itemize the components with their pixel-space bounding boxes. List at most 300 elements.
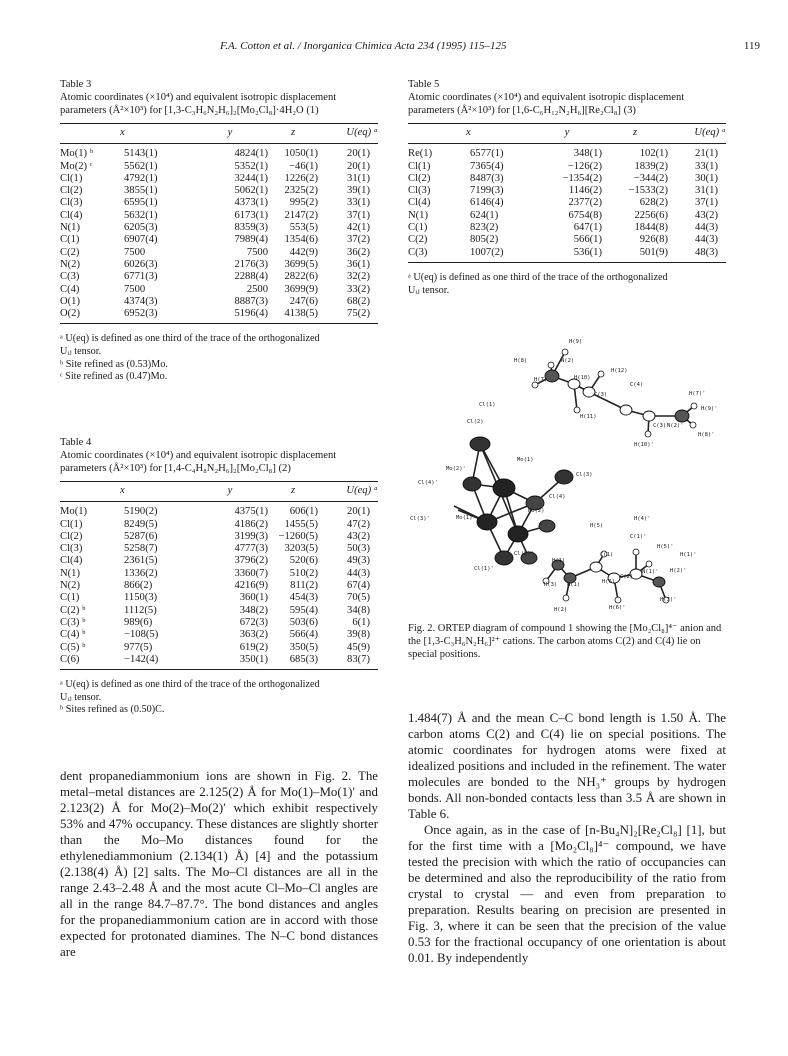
table-row [60,173,378,185]
label-h9: H(9) [569,339,583,345]
value-cell: 7989(4) [234,234,268,246]
value-cell: −1260(5) [278,530,318,542]
value-cell: 6907(4) [124,234,158,246]
atom-label-cell: C(3) [60,271,80,283]
column-header: y [192,124,268,144]
value-cell: 1844(8) [634,222,668,234]
value-cell: 8887(3) [234,295,268,307]
table-footnote: ᵇ Sites refined as (0.50)C. [60,704,165,716]
value-cell: 5287(6) [124,530,158,542]
left-paragraph: dent propanediammonium ions are shown in Fig. 2. The metal–metal distances are 2.125(2) Å for Mo(1)–Mo(1)′ and 2.123(2) Å for Mo(2)–Mo(2)′ which exhibit respectively 53% and 47% occupancy. These distances are slightly shorter than the Mo–Mo distances found for the ethylenediammonium (2.134(1) Å) [4] and the potassium (2.138(4) Å) [2] salts. The Mo–Cl distances are all in the range 2.43–2.48 Å and the most acute Cl–Mo–Cl angles are all in the range 84.7–87.7°. The bond distances and angles for the propanediammonium cation are in accord with those expected for protonated diamines. The N–C bond distances are [60,769,378,959]
value-cell: 36(1) [347,258,370,270]
label-h5: H(5) [590,523,604,529]
table-row [408,222,726,234]
value-cell: 68(2) [347,295,370,307]
value-cell: 102(1) [639,148,668,160]
table-row [60,185,378,197]
value-cell: 20(1) [347,506,370,518]
value-cell: 75(2) [318,308,378,324]
value-cell: 6771(3) [124,271,158,283]
atom-label-cell: N(1) [60,567,81,579]
label-c2: C(2) [620,574,634,580]
value-cell: 4216(9) [234,580,268,592]
value-cell: 6577(1) [470,148,504,160]
value-cell: 628(2) [639,197,668,209]
value-cell: 348(1) [573,148,602,160]
value-cell: 6205(3) [124,222,158,234]
value-cell: 866(2) [124,580,153,592]
value-cell: 6952(3) [120,308,192,324]
label-h9p: H(9)' [701,406,718,412]
atom-label-cell: N(1) [408,209,429,221]
table-row [60,531,378,543]
value-cell: 350(5) [289,641,318,653]
value-cell: 1007(2) [466,247,532,263]
value-cell: 5190(2) [124,506,158,518]
value-cell: 8359(3) [234,222,268,234]
table-4-caption-text: Atomic coordinates (×10⁴) and equivalent isotropic displacement parameters (Å²×10³) for [1,4-C₄H₈N₂H₆]₂[Mo₂Cl₈] (2) [60,450,337,474]
value-cell: 4375(1) [234,506,268,518]
label-h7: H(7) [534,377,548,383]
value-cell: 21(1) [695,148,718,160]
value-cell: −142(4) [120,654,192,670]
value-cell: 37(1) [695,197,718,209]
atom-label-cell: N(1) [60,222,81,234]
table-5-title: Table 5 [408,79,440,90]
value-cell: 83(7) [318,654,378,670]
value-cell: −126(2) [567,160,602,172]
atom-label-cell: C(3) ᵇ [60,616,86,628]
value-cell: 2256(6) [634,209,668,221]
label-cl4p: Cl(4)' [418,480,438,486]
value-cell: 350(1) [192,654,268,670]
label-h1p: H(1)' [680,552,697,558]
value-cell: 44(3) [347,567,370,579]
value-cell: 501(9) [602,247,668,263]
table-row [60,284,378,296]
value-cell: 8249(5) [124,518,158,530]
table-footnote: Uᵢⱼ tensor. [60,346,102,358]
column-header: y [532,124,602,144]
value-cell: 6(1) [352,616,370,628]
column-header: z [602,124,668,144]
value-cell: 4186(2) [234,518,268,530]
value-cell: 43(2) [695,209,718,221]
value-cell: 3699(5) [284,258,318,270]
value-cell: 44(3) [695,234,718,246]
value-cell: 5632(1) [124,209,158,221]
label-h1: H(1) [552,558,566,564]
value-cell: 39(8) [347,629,370,641]
table-3-caption [60,78,378,117]
value-cell: 7500 [124,246,146,258]
value-cell: 1455(5) [284,518,318,530]
value-cell: 7500 [124,283,146,295]
table-3-header-row [60,124,378,144]
atom-label-cell: Mo(2) ᶜ [60,160,93,172]
value-cell: 989(6) [124,616,153,628]
table-row [60,642,378,654]
table-footnote: ᵃ U(eq) is defined as one third of the trace of the orthogonalized [408,271,668,283]
value-cell: 1146(2) [568,185,602,197]
value-cell: 2500 [246,283,268,295]
value-cell: 6173(1) [234,209,268,221]
right-column-text [408,710,726,966]
atom-label-cell: Cl(2) [60,185,83,197]
label-c4: C(4) [630,382,644,388]
value-cell: 566(4) [289,629,318,641]
value-cell: 536(1) [532,247,602,263]
table-row [408,144,726,161]
label-c3p: C(3)' [653,423,670,429]
table-row [408,185,726,197]
value-cell: 2325(2) [284,185,318,197]
atom-label-cell: Cl(1) [60,172,83,184]
value-cell: 39(1) [347,185,370,197]
atom-label-cell: C(1) [60,234,80,246]
value-cell: 977(5) [124,641,153,653]
table-row [60,502,378,519]
table-4 [60,436,378,717]
atom-label-cell: C(1) [408,222,428,234]
table-row [60,543,378,555]
table-row [60,210,378,222]
atom-label-cell: O(1) [60,295,81,307]
atom-label-cell: C(2) [408,234,428,246]
label-cl3p: Cl(3)' [410,516,430,522]
value-cell: 5258(7) [124,543,158,555]
value-cell: 33(1) [695,160,718,172]
column-header: x [466,124,532,144]
label-h8p: H(8)' [698,432,715,438]
value-cell: 647(1) [573,222,602,234]
table-row [60,271,378,283]
value-cell: 6595(1) [124,197,158,209]
value-cell: 7365(4) [470,160,504,172]
value-cell: 44(3) [695,222,718,234]
value-cell: 2822(6) [284,271,318,283]
value-cell: 3199(3) [234,530,268,542]
label-h7p: H(7)' [689,391,706,397]
value-cell: 20(1) [347,148,370,160]
table-row [60,592,378,604]
value-cell: 2288(4) [234,271,268,283]
column-header: U(eq) ᵃ [668,124,726,144]
value-cell: 606(1) [289,506,318,518]
value-cell: 2147(2) [284,209,318,221]
label-h10: H(10) [574,375,591,381]
atom-label-cell: C(2) ᵇ [60,604,86,616]
label-h2p: H(2)' [670,568,687,574]
value-cell: 6754(8) [568,209,602,221]
atom-label-cell: Cl(3) [60,197,83,209]
table-row [408,197,726,209]
value-cell: 5352(1) [234,160,268,172]
atom-label-cell: C(4) [60,283,80,295]
value-cell: 805(2) [470,234,499,246]
value-cell: 5562(1) [124,160,158,172]
table-row [60,247,378,259]
value-cell: 672(3) [239,616,268,628]
value-cell: 685(3) [268,654,318,670]
table-4-header-row [60,482,378,502]
value-cell: 520(6) [289,555,318,567]
column-header: z [268,482,318,502]
label-c3: C(3) [594,392,608,398]
column-header [60,124,120,144]
right-paragraph-1: 1.484(7) Å and the mean C–C bond length is 1.50 Å. The carbon atoms C(2) and C(4) lie on special positions. The atomic coordinates for hydrogen atoms were fixed at idealized positions and included in the refinement. The water molecules are bonded to the NH₃⁺ groups by hydrogen bonds. All non-bonded contacts less than 3.5 Å are shown in Table 6. [408,711,726,821]
value-cell: 8487(3) [470,172,504,184]
page-number: 119 [743,40,760,52]
value-cell: 4777(3) [234,543,268,555]
value-cell: 1050(1) [284,148,318,160]
table-row [60,580,378,592]
table-row [408,210,726,222]
table-row [60,296,378,308]
value-cell: 442(9) [289,246,318,258]
ortep-figure [404,330,732,622]
value-cell: 454(3) [289,592,318,604]
value-cell: 3360(7) [234,567,268,579]
label-mo2: Mo(2) [528,508,545,514]
value-cell: 1354(6) [284,234,318,246]
label-n2p: N(2)' [667,423,684,429]
column-header: y [192,482,268,502]
left-column-text [60,768,378,960]
label-h5p: H(5)' [657,544,674,550]
label-h6p: H(6)' [609,605,626,611]
value-cell: 2361(5) [124,555,158,567]
value-cell: 1336(2) [124,567,158,579]
label-cl2: Cl(2) [467,419,484,425]
table-row [60,222,378,234]
label-h4p: H(4)' [634,516,651,522]
label-n1p: N(1)' [642,569,659,575]
table-row [408,161,726,173]
value-cell: 4792(1) [124,172,158,184]
value-cell: 32(2) [347,271,370,283]
label-cl4: Cl(4) [549,494,566,500]
table-footnote: ᵇ Site refined as (0.53)Mo. [60,358,168,370]
table-5-header-row [408,124,726,144]
column-header: z [268,124,318,144]
value-cell: 36(2) [347,246,370,258]
value-cell: 1150(3) [124,592,158,604]
table-3 [60,78,378,384]
table-footnote: ᵃ U(eq) is defined as one third of the trace of the orthogonalized [60,679,320,691]
figure-2-caption: Fig. 2. ORTEP diagram of compound 1 showing the [Mo₂Cl₈]⁴⁻ anion and the [1,3-C₃H₆N₂H₆]²⁺ cations. The carbon atoms C(2) and C(4) lie on special positions. [408,623,722,660]
table-footnote: ᶜ Site refined as (0.47)Mo. [60,371,168,383]
table-5-caption-text: Atomic coordinates (×10⁴) and equivalent isotropic displacement parameters (Å²×10³) for [1,6-C₆H₁₂N₂H₆][Re₂Cl₈] (3) [408,92,685,116]
table-row [60,617,378,629]
value-cell: 31(1) [347,172,370,184]
value-cell: 67(4) [347,580,370,592]
atom-label-cell: Mo(1) ᵇ [60,148,93,160]
value-cell: 619(2) [239,641,268,653]
value-cell: 34(8) [347,604,370,616]
value-cell: 33(2) [347,283,370,295]
table-row [60,555,378,567]
value-cell: 7500 [246,246,268,258]
label-h11: H(11) [580,414,597,420]
value-cell: 6026(3) [124,258,158,270]
atom-label-cell: C(3) [408,247,466,263]
table-5 [408,78,726,297]
value-cell: 42(1) [347,222,370,234]
atom-label-cell: C(6) [60,654,120,670]
value-cell: 47(2) [347,518,370,530]
table-4-grid [60,481,378,670]
table-5-caption [408,78,726,117]
value-cell: 4374(3) [124,295,158,307]
atom-label-cell: C(1) [60,592,80,604]
value-cell: 7199(3) [470,185,504,197]
table-row [60,629,378,641]
atom-label-cell: Re(1) [408,148,433,160]
value-cell: 30(1) [695,172,718,184]
value-cell: −46(1) [289,160,318,172]
value-cell: −1533(2) [628,185,668,197]
table-row [60,161,378,173]
value-cell: 3699(9) [284,283,318,295]
table-3-grid [60,123,378,324]
value-cell: 360(1) [239,592,268,604]
label-n2: N(2) [561,358,575,364]
atom-label-cell: Cl(3) [60,543,83,555]
label-mo1: Mo(1) [517,457,534,463]
table-row [60,197,378,209]
value-cell: 45(9) [347,641,370,653]
table-row [408,173,726,185]
value-cell: 926(8) [639,234,668,246]
value-cell: 624(1) [470,209,499,221]
value-cell: 553(5) [289,222,318,234]
label-h2: H(2) [554,607,568,613]
value-cell: 4138(5) [268,308,318,324]
value-cell: 566(1) [573,234,602,246]
label-cl3: Cl(3) [576,472,593,478]
atom-label-cell: Cl(4) [60,209,83,221]
value-cell: 3796(2) [234,555,268,567]
value-cell: 49(3) [347,555,370,567]
value-cell: 3244(1) [234,172,268,184]
value-cell: 363(2) [239,629,268,641]
value-cell: 823(2) [470,222,499,234]
value-cell: 6146(4) [470,197,504,209]
table-3-footnotes [60,333,378,383]
label-h12: H(12) [611,368,628,374]
atom-label-cell: O(2) [60,308,120,324]
right-paragraph-2: Once again, as in the case of [n-Bu₄N]₂[Re₂Cl₈] [1], but for the first time with a [Mo₂Cl₈]⁴⁻ compound, we have tested the precision with which the ratio of occupancies can be determined and also the reproducibility of the ratio from crystal to crystal — and even from preparation to preparation. Results bearing on precision are presented in Fig. 3, where it can be seen that the precision of the value 0.53 for the fractional occupancy of one orientation is about 0.01. By independently [408,823,726,965]
value-cell: 247(6) [289,295,318,307]
value-cell: 31(1) [695,185,718,197]
value-cell: 3203(5) [284,543,318,555]
table-row [60,605,378,617]
atom-label-cell: Cl(3) [408,185,431,197]
table-row [60,519,378,531]
label-cl1: Cl(1) [479,402,496,408]
column-header: U(eq) ᵃ [318,482,378,502]
atom-label-cell: Cl(1) [408,160,431,172]
running-head: F.A. Cotton et al. / Inorganica Chimica Acta 234 (1995) 115–125 [220,40,507,52]
atom-label-cell: Cl(1) [60,518,83,530]
label-h3: H(3) [544,582,558,588]
label-h3p: H(3)' [660,597,677,603]
label-h8: H(8) [514,358,528,364]
table-5-grid [408,123,726,263]
value-cell: 48(3) [668,247,726,263]
atom-label-cell: N(2) [60,258,81,270]
value-cell: 5196(4) [192,308,268,324]
table-3-caption-text: Atomic coordinates (×10⁴) and equivalent isotropic displacement parameters (Å²×10³) for [1,3-C₃H₆N₂H₆]₂[Mo₂Cl₈]·4H₂O (1) [60,92,337,116]
value-cell: 1839(2) [634,160,668,172]
label-h6: H(6) [602,579,616,585]
value-cell: 37(2) [347,234,370,246]
table-row [408,247,726,263]
column-header [408,124,466,144]
table-row [60,568,378,580]
atom-label-cell: Mo(1) [60,506,88,518]
atom-label-cell: C(5) ᵇ [60,641,86,653]
value-cell: 510(2) [289,567,318,579]
column-header [60,482,120,502]
table-4-footnotes [60,679,378,717]
atom-label-cell: Cl(2) [60,530,83,542]
column-header: x [120,482,192,502]
atom-label-cell: C(4) ᵇ [60,629,86,641]
value-cell: 348(2) [239,604,268,616]
value-cell: 995(2) [289,197,318,209]
label-c1: C(1) [600,552,614,558]
atom-label-cell: Cl(4) [408,197,431,209]
value-cell: 50(3) [347,543,370,555]
value-cell: 4824(1) [234,148,268,160]
table-row [60,308,378,324]
value-cell: 1112(5) [124,604,157,616]
label-n1: N(1) [567,582,581,588]
table-row [60,259,378,271]
label-cl2p: Cl(2)' [514,551,534,557]
value-cell: 5062(1) [234,185,268,197]
label-mo1p: Mo(1)' [456,515,476,521]
label-mo2p: Mo(2)' [446,466,466,472]
value-cell: 70(5) [347,592,370,604]
table-5-footnotes [408,272,726,297]
atom-label-cell: Cl(4) [60,555,83,567]
value-cell: −344(2) [633,172,668,184]
value-cell: 2377(2) [568,197,602,209]
atom-label-cell: C(2) [60,246,80,258]
table-footnote: Uᵢⱼ tensor. [60,691,102,703]
column-header: x [120,124,192,144]
label-c1p: C(1)' [630,534,647,540]
table-row [408,234,726,246]
value-cell: 1226(2) [284,172,318,184]
value-cell: 33(1) [347,197,370,209]
table-4-title: Table 4 [60,437,92,448]
label-cl1p: Cl(1)' [474,566,494,572]
table-row [60,234,378,246]
table-row [60,144,378,161]
value-cell: 43(2) [347,530,370,542]
atom-label-cell: N(2) [60,580,81,592]
value-cell: −1354(2) [562,172,602,184]
value-cell: 595(4) [289,604,318,616]
value-cell: 2176(3) [234,258,268,270]
value-cell: 20(1) [347,160,370,172]
table-row [60,654,378,670]
column-header: U(eq) ᵃ [318,124,378,144]
